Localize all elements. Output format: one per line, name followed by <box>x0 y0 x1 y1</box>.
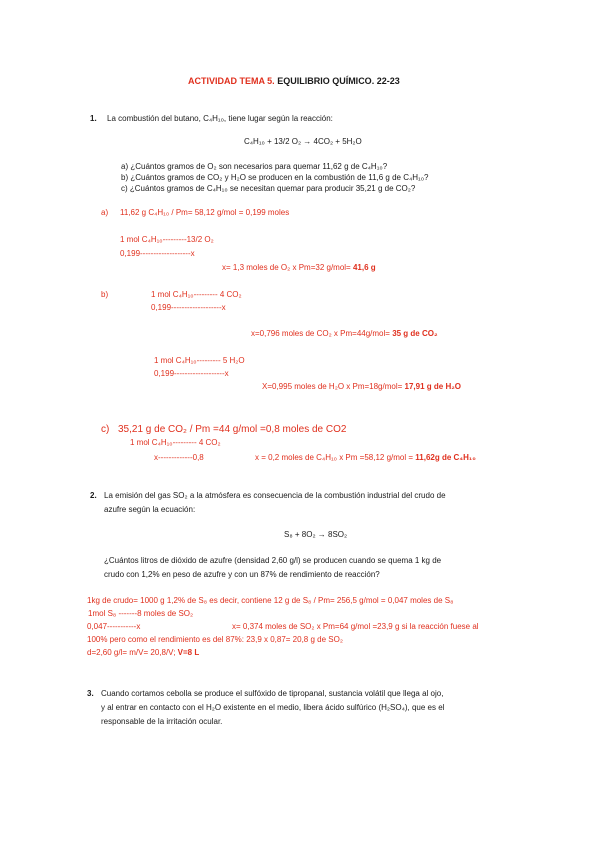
answer-b-line1: 1 mol C₄H₁₀--------- 4 CO₂ <box>151 290 242 299</box>
answer-a-line2: 1 mol C₄H₁₀---------13/2 O₂ <box>120 235 214 244</box>
answer-2-line4: 100% pero como el rendimiento es del 87%: 23,9 x 0,87= 20,8 g de SO₂ <box>87 635 343 644</box>
answer-2-line1: 1kg de crudo= 1000 g 1,2% de S₈ es decir, contiene 12 g de S₈ / Pm= 256,5 g/mol = 0,047 moles de S₈ <box>87 596 454 605</box>
answer-b-label: b) <box>101 290 109 299</box>
answer-a-line3: 0,199-------------------x <box>120 249 195 258</box>
question-2-number: 2. <box>90 491 97 500</box>
question-3-line3: responsable de la irritación ocular. <box>101 717 223 726</box>
answer-c-label: c) <box>101 424 110 435</box>
answer-2-line5: d=2,60 g/l= m/V= 20,8/V; V=8 L <box>87 648 200 657</box>
question-1-item-a: a) ¿Cuántos gramos de O₂ son necesarios para quemar 11,62 g de C₄H₁₀? <box>121 162 388 171</box>
question-1-item-b: b) ¿Cuántos gramos de CO₂ y H₂O se producen en la combustión de 11,6 g de C₄H₁₀? <box>121 173 429 182</box>
question-2-question-line2: crudo con 1,2% en peso de azufre y con un 87% de rendimiento de reacción? <box>104 570 380 579</box>
answer-2-line2: 1mol S₈ -------8 moles de SO₂ <box>88 609 194 618</box>
answer-2-line3a: 0,047-----------x <box>87 622 141 631</box>
question-3-line2: y al entrar en contacto con el H₂O existente en el medio, libera ácido sulfúrico (H₂SO₄), que es el <box>101 703 445 712</box>
question-1-item-c: c) ¿Cuántos gramos de C₄H₁₀ se necesitan quemar para producir 35,21 g de CO₂? <box>121 184 416 193</box>
answer-a-label: a) <box>101 208 109 217</box>
question-1-intro: La combustión del butano, C₄H₁₀, tiene lugar según la reacción: <box>107 114 333 123</box>
answer-c-line3: x-------------0,8 <box>154 453 204 462</box>
question-3-number: 3. <box>87 689 94 698</box>
answer-b-line2: 0,199-------------------x <box>151 303 226 312</box>
answer-2-line3b: x= 0,374 moles de SO₂ x Pm=64 g/mol =23,9 g si la reacción fuese al <box>232 622 479 631</box>
answer-b-line4: 1 mol C₄H₁₀--------- 5 H₂O <box>154 356 245 365</box>
question-3-line1: Cuando cortamos cebolla se produce el sulfóxido de tipropanal, sustancia volátil que llega al ojo, <box>101 689 444 698</box>
question-2-intro-line1: La emisión del gas SO₂ a la atmósfera es consecuencia de la combustión industrial del crudo de <box>104 491 446 500</box>
answer-a-line4: x= 1,3 moles de O₂ x Pm=32 g/mol= 41,6 g <box>222 263 376 272</box>
question-2-intro-line2: azufre según la ecuación: <box>104 505 196 514</box>
answer-c-line1: 35,21 g de CO₂ / Pm =44 g/mol =0,8 moles de CO2 <box>118 424 347 435</box>
answer-c-line4: x = 0,2 moles de C₄H₁₀ x Pm =58,12 g/mol = 11,62g de C₄H₁₀ <box>255 453 476 462</box>
answer-a-line1: 11,62 g C₄H₁₀ / Pm= 58,12 g/mol = 0,199 moles <box>120 208 290 217</box>
page-title: ACTIVIDAD TEMA 5. EQUILIBRIO QUÍMICO. 22-23 <box>188 76 400 86</box>
answer-b-line6: X=0,995 moles de H₂O x Pm=18g/mol= 17,91 g de H₂O <box>262 382 461 391</box>
answer-b-line5: 0,199-------------------x <box>154 369 229 378</box>
question-1-reaction: C₄H₁₀ + 13/2 O₂ → 4CO₂ + 5H₂O <box>244 137 362 146</box>
question-1-number: 1. <box>90 114 97 123</box>
answer-c-line2: 1 mol C₄H₁₀--------- 4 CO₂ <box>130 438 221 447</box>
question-2-question-line1: ¿Cuántos litros de dióxido de azufre (densidad 2,60 g/l) se producen cuando se quema 1 kg de <box>104 556 442 565</box>
question-2-reaction: S₈ + 8O₂ → 8SO₂ <box>284 530 348 539</box>
answer-b-line3: x=0,796 moles de CO₂ x Pm=44g/mol= 35 g de CO₂ <box>251 329 438 338</box>
